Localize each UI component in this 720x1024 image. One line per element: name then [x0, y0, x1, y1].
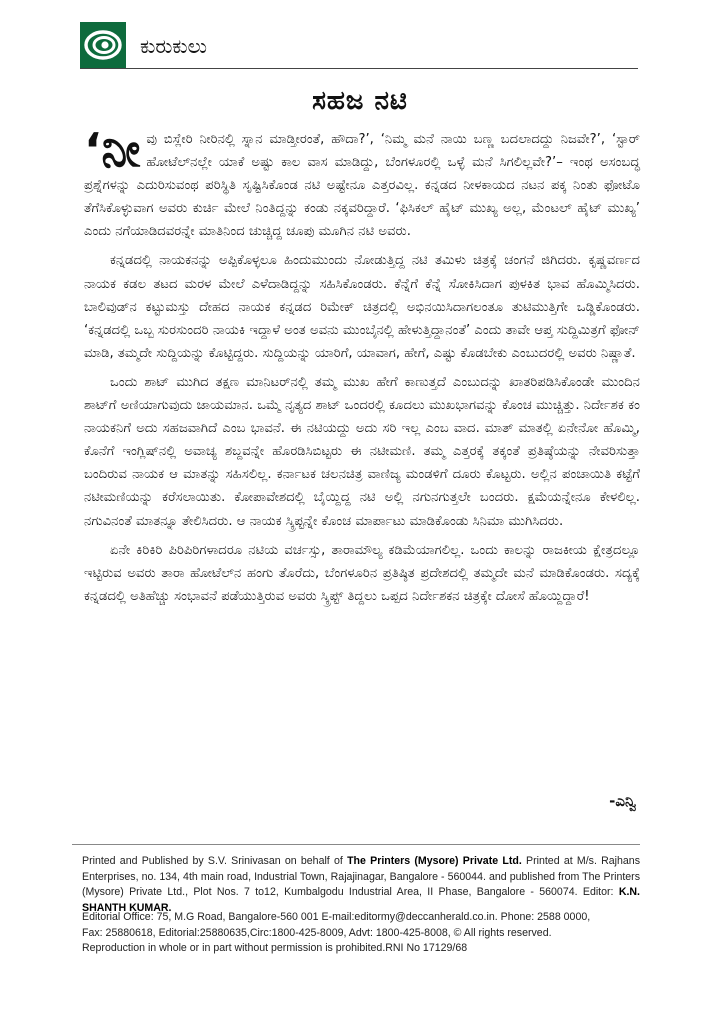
- office-line-2: Fax: 25880618, Editorial:25880635,Circ:1800-425-8009, Advt: 1800-425-8008, © All rights reserved.: [82, 926, 552, 939]
- paragraph-4: ಏನೇ ಕಿರಿಕಿರಿ ಪಿರಿಪಿರಿಗಳಾದರೂ ನಟಿಯ ವರ್ಚಸ್ಸು, ತಾರಾಮೌಲ್ಯ ಕಡಿಮೆಯಾಗಲಿಲ್ಲ. ಒಂದು ಕಾಲನ್ನು ರಾಜಕೀಯ ಕ್ಷೇತ್ರದಲ್ಲೂ ಇಟ್ಟಿರುವ ಅವರು ತಾರಾ ಹೋಟೆಲ್‌ನ ಹಂಗು ತೊರೆದು, ಬೆಂಗಳೂರಿನ ಪ್ರತಿಷ್ಠಿತ ಪ್ರದೇಶದಲ್ಲಿ ತಮ್ಮದೇ ಮನೆ ಮಾಡಿಕೊಂಡರು. ಸದ್ಯಕ್ಕೆ ಕನ್ನಡದಲ್ಲಿ ಅತಿಹೆಚ್ಚು ಸಂಭಾವನೆ ಪಡೆಯುತ್ತಿರುವ ಅವರು ಸ್ಕ್ರಿಪ್ಟ್ ತಿದ್ದಲು ಒಪ್ಪದ ನಿರ್ದೇಶಕನ ಚಿತ್ರಕ್ಕೇ ದೋಸೆ ಹೊಯ್ದಿದ್ದಾರೆ!: [84, 542, 640, 604]
- author-byline: -ಎನ್ವಿ: [609, 792, 636, 810]
- masthead: [80, 22, 638, 68]
- office-line-1: Editorial Office: 75, M.G Road, Bangalore-560 001 E-mail:editormy@deccanherald.co.in. Phone: 2588 0000,: [82, 911, 591, 923]
- paragraph-2: ಕನ್ನಡದಲ್ಲಿ ನಾಯಕನನ್ನು ಅಪ್ಪಿಕೊಳ್ಳಲೂ ಹಿಂದುಮುಂದು ನೋಡುತ್ತಿದ್ದ ನಟಿ ತಮಿಳು ಚಿತ್ರಕ್ಕೆ ಚಂಗನೆ ಜಿಗಿದರು. ಕೃಷ್ಣವರ್ಣದ ನಾಯಕ ಕಡಲ ತಟದ ಮರಳ ಮೇಲೆ ಎಳೆದಾಡಿದ್ದನ್ನು ಸಹಿಸಿಕೊಂಡರು. ಕೆನ್ನೆಗೆ ಕೆನ್ನೆ ಸೋಕಿಸಿದಾಗ ಪುಳಕಿತ ಭಾವ ಹೊಮ್ಮಿಸಿದರು. ಬಾಲಿವುಡ್‌ನ ಕಟ್ಟುಮಸ್ತು ದೇಹದ ನಾಯಕ ಕನ್ನಡದ ರಿಮೇಕ್ ಚಿತ್ರದಲ್ಲಿ ಅಭಿನಯಿಸಿದಾಗಲಂತೂ ತುಟಿಮುತ್ತಿಗೇ ಒಡ್ಡಿಕೊಂಡರು. ‘ಕನ್ನಡದಲ್ಲಿ ಒಬ್ಬ ಸುರಸುಂದರಿ ನಾಯಕಿ ಇದ್ದಾಳೆ ಅಂತ ಅವನು ಮುಂಬೈನಲ್ಲಿ ಹೇಳುತ್ತಿದ್ದಾನಂತೆ’ ಎಂದು ತಾವೇ ಆಪ್ತ ಸುದ್ದಿಮಿತ್ರಗೆ ಫೋನ್ ಮಾಡಿ, ತಮ್ಮದೇ ಸುದ್ದಿಯನ್ನು ಕೊಟ್ಟಿದ್ದರು. ಸುದ್ದಿಯನ್ನು ಯಾರಿಗೆ, ಯಾವಾಗ, ಹೇಗೆ, ಎಷ್ಟು ಕೊಡಬೇಕು ಎಂಬುದರಲ್ಲಿ ಅವರು ನಿಷ್ಣಾತೆ.: [84, 253, 640, 361]
- header-divider: [80, 68, 638, 69]
- paragraph-1-text: ವು ಬಿಸ್ಲೇರಿ ನೀರಿನಲ್ಲಿ ಸ್ನಾನ ಮಾಡ್ತೀರಂತೆ, ಹೌದಾ?’, ‘ನಿಮ್ಮ ಮನೆ ನಾಯಿ ಬಣ್ಣ ಬದಲಾದದ್ದು ನಿಜವೇ?’, ‘ಸ್ಟಾರ್ ಹೋಟೆಲ್‌ನಲ್ಲೇ ಯಾಕೆ ಅಷ್ಟು ಕಾಲ ವಾಸ ಮಾಡಿದ್ದು, ಬೆಂಗಳೂರಲ್ಲಿ ಒಳ್ಳೆ ಮನೆ ಸಿಗಲಿಲ್ಲವೇ?’– ಇಂಥ ಅಸಂಬದ್ಧ ಪ್ರಶ್ನೆಗಳನ್ನು ಎದುರಿಸುವಂಥ ಪರಿಸ್ಥಿತಿ ಸೃಷ್ಟಿಸಿಕೊಂಡ ನಟಿ ಅಷ್ಟೇನೂ ಎತ್ತರವಿಲ್ಲ. ಕನ್ನಡದ ನೀಳಕಾಯದ ನಟನ ಪಕ್ಕ ನಿಂತು ಫೋಟೊ ತೆಗೆಸಿಕೊಳ್ಳುವಾಗ ಅವರು ಕುರ್ಚಿ ಮೇಲೆ ನಿಂತಿದ್ದನ್ನು ಕಂಡು ನಕ್ಕವರಿದ್ದಾರೆ. ‘ಫಿಸಿಕಲ್ ಹೈಟ್ ಮುಖ್ಯ ಅಲ್ಲ, ಮೆಂಟಲ್ ಹೈಟ್ ಮುಖ್ಯ’ ಎಂದು ನಗೆಯಾಡಿದವರನ್ನೇ ಮಾತಿನಿಂದ ಚುಚ್ಚಿದ್ದ ಚೂಪು ಮೂಗಿನ ನಟಿ ಅವರು.: [84, 132, 640, 240]
- paragraph-1: [84, 123, 640, 243]
- kurukulu-logo: [80, 22, 126, 68]
- footer-divider: [72, 844, 640, 845]
- paragraph-3: ಒಂದು ಶಾಟ್ ಮುಗಿದ ತಕ್ಷಣ ಮಾನಿಟರ್‌ನಲ್ಲಿ ತಮ್ಮ ಮುಖ ಹೇಗೆ ಕಾಣುತ್ತದೆ ಎಂಬುದನ್ನು ಖಾತರಿಪಡಿಸಿಕೊಂಡೇ ಮುಂದಿನ ಶಾಟ್‌ಗೆ ಅಣಿಯಾಗುವುದು ಜಾಯಮಾನ. ಒಮ್ಮೆ ನೃತ್ಯದ ಶಾಟ್ ಒಂದರಲ್ಲಿ ಕೂದಲು ಮುಖಭಾಗವನ್ನು ಕೊಂಚ ಮುಚ್ಚಿತ್ತು. ನಿರ್ದೇಶಕ ಕಂ ನಾಯಕನಿಗೆ ಅದು ಸಹಜವಾಗಿದೆ ಎಂಬ ಭಾವನೆ. ಈ ನಟಿಯದ್ದು ಅದು ಸರಿ ಇಲ್ಲ ಎಂಬ ವಾದ. ಮಾತ್ ಮಾತಲ್ಲಿ ಏನೇನೋ ಹೊಮ್ಮಿ, ಕೊನೆಗೆ ಇಂಗ್ಲಿಷ್‌ನಲ್ಲಿ ಅವಾಚ್ಯ ಶಬ್ದವನ್ನೇ ಹೊರಡಿಸಿಬಿಟ್ಟರು ಈ ನಟೀಮಣಿ. ತಮ್ಮ ಎತ್ತರಕ್ಕೆ ತಕ್ಕಂತೆ ಪ್ರತಿಷ್ಠೆಯನ್ನು ನೇವರಿಸುತ್ತಾ ಬಂದಿರುವ ನಾಯಕ ಆ ಮಾತನ್ನು ಸಹಿಸಲಿಲ್ಲ. ಕರ್ನಾಟಕ ಚಲನಚಿತ್ರ ವಾಣಿಜ್ಯ ಮಂಡಳಿಗೆ ದೂರು ಕೊಟ್ಟರು. ಅಲ್ಲಿನ ಪಂಚಾಯಿತಿ ಕಟ್ಟೆಗೆ ನಟೀಮಣಿಯನ್ನು ಕರೆಸಲಾಯಿತು. ಕೋಪಾವೇಶದಲ್ಲಿ ಬೈಯ್ದಿದ್ದ ನಟಿ ಅಲ್ಲಿ ನಗುನಗುತ್ತಲೇ ಬಂದರು. ಕ್ಷಮೆಯನ್ನೇನೂ ಕೇಳಲಿಲ್ಲ. ನಗುವಿನಂತೆ ಮಾತನ್ನೂ ತೇಲಿಸಿದರು. ಆ ನಾಯಕ ಸ್ಕ್ರಿಪ್ಟನ್ನೇ ಕೊಂಚ ಮಾರ್ಪಾಟು ಮಾಡಿಕೊಂಡು ಸಿನಿಮಾ ಮುಗಿಸಿದರು.: [84, 374, 640, 529]
- imprint-pre: Printed and Published by S.V. Srinivasan on behalf of: [82, 855, 348, 867]
- article-title: ಸಹಜ ನಟಿ: [312, 86, 408, 116]
- brand-name: ಕುರುಕುಲು: [140, 34, 207, 58]
- drop-cap: ‘ನೀ: [84, 123, 141, 177]
- publisher-name: The Printers (Mysore) Private Ltd.: [347, 855, 522, 867]
- swirl-logo-icon: [80, 22, 126, 68]
- article-body: [84, 123, 640, 614]
- editor-name: K.N. SHANTH KUMAR.: [82, 886, 640, 915]
- office-line-3: Reproduction in whole or in part without permission is prohibited.RNI No 17129/68: [82, 942, 468, 955]
- office-details: [82, 910, 640, 957]
- imprint-mid: Printed at M/s. Rajhans Enterprises, no. 134, 4th main road, Industrial Town, Rajajinagar, Bangalore - 560044. and published from The Printers (Mysore) Private Ltd., Plot Nos. 7 to12, Kumbalgodu Industrial Area, II Phase, Bangalore - 560074. Editor:: [82, 855, 640, 899]
- printer-imprint: [82, 854, 640, 917]
